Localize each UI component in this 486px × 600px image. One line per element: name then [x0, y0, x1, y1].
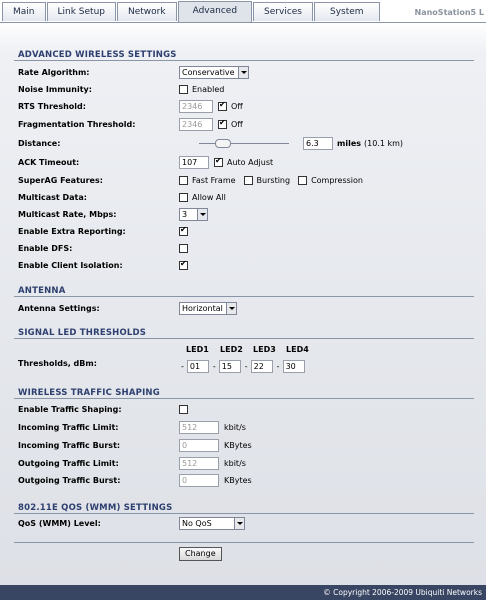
chevron-down-icon — [234, 518, 244, 529]
tab-system[interactable]: System — [314, 2, 380, 21]
ack-timeout-input[interactable]: 107 — [179, 156, 209, 169]
qos-level-value: No QoS — [182, 519, 212, 528]
enable-shaping-checkbox[interactable] — [179, 405, 188, 414]
incoming-burst-input[interactable]: 0 — [179, 439, 219, 452]
chevron-down-icon — [238, 67, 248, 78]
dfs-checkbox[interactable] — [179, 244, 188, 253]
section-divider — [14, 513, 474, 514]
chevron-down-icon — [226, 303, 236, 314]
led3-prefix: - — [244, 362, 248, 371]
led2-header: LED2 — [220, 345, 243, 354]
led2-input[interactable]: 15 — [219, 360, 241, 373]
rate-algorithm-value: Conservative — [182, 68, 235, 77]
superag-control — [179, 176, 363, 185]
change-button[interactable]: Change — [179, 547, 222, 561]
incoming-limit-label: Incoming Traffic Limit: — [18, 423, 119, 432]
section-divider — [14, 542, 474, 543]
fragmentation-threshold-control — [179, 118, 243, 131]
led4-input[interactable]: 30 — [283, 360, 305, 373]
multicast-rate-label: Multicast Rate, Mbps: — [18, 210, 117, 219]
bursting-label: Bursting — [256, 176, 291, 185]
rate-algorithm-control — [179, 66, 249, 79]
fragmentation-off-checkbox[interactable] — [218, 120, 227, 129]
multicast-allow-all-checkbox[interactable] — [179, 193, 188, 202]
rate-algorithm-select[interactable] — [179, 66, 249, 79]
incoming-limit-input[interactable]: 512 — [179, 421, 219, 434]
section-title-led: SIGNAL LED THRESHOLDS — [18, 328, 147, 338]
antenna-settings-select[interactable] — [179, 302, 237, 315]
multicast-rate-select[interactable] — [179, 208, 208, 221]
brand-logo: NanoStation5 L — [414, 8, 484, 17]
multicast-rate-value: 3 — [182, 210, 188, 219]
section-divider — [14, 60, 474, 61]
distance-slider[interactable] — [199, 139, 289, 148]
dfs-label: Enable DFS: — [18, 244, 73, 253]
fast-frame-label: Fast Frame — [192, 176, 236, 185]
footer-bar — [0, 585, 486, 600]
main-content — [0, 23, 486, 585]
section-divider — [14, 296, 474, 297]
distance-slider-handle[interactable] — [215, 139, 231, 148]
led1-prefix: - — [181, 362, 184, 371]
antenna-settings-control — [179, 302, 237, 315]
section-title-antenna: ANTENNA — [18, 286, 66, 296]
outgoing-limit-unit: kbit/s — [224, 459, 246, 468]
client-isolation-label: Enable Client Isolation: — [18, 261, 123, 270]
ack-auto-adjust-checkbox[interactable] — [214, 158, 223, 167]
bursting-checkbox[interactable] — [244, 176, 253, 185]
outgoing-burst-unit: KBytes — [224, 476, 252, 485]
fragmentation-threshold-input[interactable]: 2346 — [179, 118, 213, 131]
chevron-down-icon — [197, 209, 207, 220]
qos-level-label: QoS (WMM) Level: — [18, 519, 101, 528]
incoming-limit-unit: kbit/s — [224, 423, 246, 432]
led4-prefix: - — [276, 362, 280, 371]
outgoing-burst-control — [179, 474, 252, 487]
incoming-burst-unit: KBytes — [224, 441, 252, 450]
fragmentation-threshold-label: Fragmentation Threshold: — [18, 120, 136, 129]
multicast-data-control — [179, 193, 226, 202]
led-thresholds-label: Thresholds, dBm: — [18, 359, 97, 368]
incoming-limit-control — [179, 421, 246, 434]
multicast-data-label: Multicast Data: — [18, 193, 87, 202]
rate-algorithm-label: Rate Algorithm: — [18, 68, 90, 77]
noise-immunity-label: Noise Immunity: — [18, 85, 92, 94]
led1-header: LED1 — [186, 345, 209, 354]
superag-label: SuperAG Features: — [18, 176, 103, 185]
antenna-settings-value: Horizontal — [182, 304, 223, 313]
tab-strip — [2, 2, 381, 22]
rts-threshold-control — [179, 100, 243, 113]
compression-label: Compression — [311, 176, 363, 185]
led2-prefix: - — [212, 362, 216, 371]
compression-checkbox[interactable] — [298, 176, 307, 185]
fragmentation-off-label: Off — [231, 120, 243, 129]
rts-off-checkbox[interactable] — [218, 102, 227, 111]
led-thresholds-control — [179, 360, 305, 373]
distance-km: (10.1 km) — [364, 139, 404, 148]
extra-reporting-label: Enable Extra Reporting: — [18, 227, 126, 236]
multicast-rate-control — [179, 208, 208, 221]
dfs-control — [179, 244, 192, 253]
qos-level-select[interactable] — [179, 517, 245, 530]
enable-shaping-label: Enable Traffic Shaping: — [18, 405, 122, 414]
section-divider — [14, 338, 474, 339]
outgoing-burst-input[interactable]: 0 — [179, 474, 219, 487]
enable-shaping-control — [179, 405, 192, 414]
section-title-advanced: ADVANCED WIRELESS SETTINGS — [18, 50, 177, 60]
ack-timeout-label: ACK Timeout: — [18, 158, 80, 167]
outgoing-limit-input[interactable]: 512 — [179, 457, 219, 470]
outgoing-limit-control — [179, 457, 246, 470]
distance-control — [199, 137, 403, 150]
section-divider — [14, 398, 474, 399]
outgoing-limit-label: Outgoing Traffic Limit: — [18, 459, 119, 468]
client-isolation-control — [179, 261, 192, 270]
led1-input[interactable]: 01 — [187, 360, 209, 373]
client-isolation-checkbox[interactable] — [179, 261, 188, 270]
noise-immunity-control — [179, 85, 224, 94]
distance-unit: miles — [337, 139, 362, 148]
rts-threshold-label: RTS Threshold: — [18, 102, 86, 111]
top-nav-bar — [0, 0, 486, 23]
led3-input[interactable]: 22 — [251, 360, 273, 373]
tab-services[interactable]: Services — [253, 2, 313, 21]
qos-level-control — [179, 517, 245, 530]
tab-link-setup[interactable]: Link Setup — [47, 2, 117, 21]
ack-timeout-control — [179, 156, 273, 169]
multicast-allow-all-label: Allow All — [192, 193, 226, 202]
distance-label: Distance: — [18, 139, 61, 148]
distance-slider-track — [199, 143, 289, 144]
extra-reporting-checkbox[interactable] — [179, 227, 188, 236]
led4-header: LED4 — [286, 345, 309, 354]
noise-immunity-checkbox[interactable] — [179, 85, 188, 94]
outgoing-burst-label: Outgoing Traffic Burst: — [18, 476, 121, 485]
incoming-burst-label: Incoming Traffic Burst: — [18, 441, 121, 450]
section-title-shaping: WIRELESS TRAFFIC SHAPING — [18, 388, 160, 398]
rts-threshold-input[interactable]: 2346 — [179, 100, 213, 113]
tab-main[interactable]: Main — [2, 2, 46, 21]
tab-advanced[interactable]: Advanced — [178, 1, 252, 22]
incoming-burst-control — [179, 439, 252, 452]
led3-header: LED3 — [253, 345, 276, 354]
extra-reporting-control — [179, 227, 192, 236]
section-title-qos: 802.11E QOS (WMM) SETTINGS — [18, 503, 173, 513]
ack-auto-adjust-label: Auto Adjust — [227, 158, 274, 167]
noise-immunity-option: Enabled — [192, 85, 225, 94]
antenna-settings-label: Antenna Settings: — [18, 304, 100, 313]
tab-network[interactable]: Network — [117, 2, 177, 21]
distance-input[interactable]: 6.3 — [303, 137, 333, 150]
copyright-text: © Copyright 2006-2009 Ubiquiti Networks — [323, 588, 482, 597]
fast-frame-checkbox[interactable] — [179, 176, 188, 185]
rts-off-label: Off — [231, 102, 243, 111]
